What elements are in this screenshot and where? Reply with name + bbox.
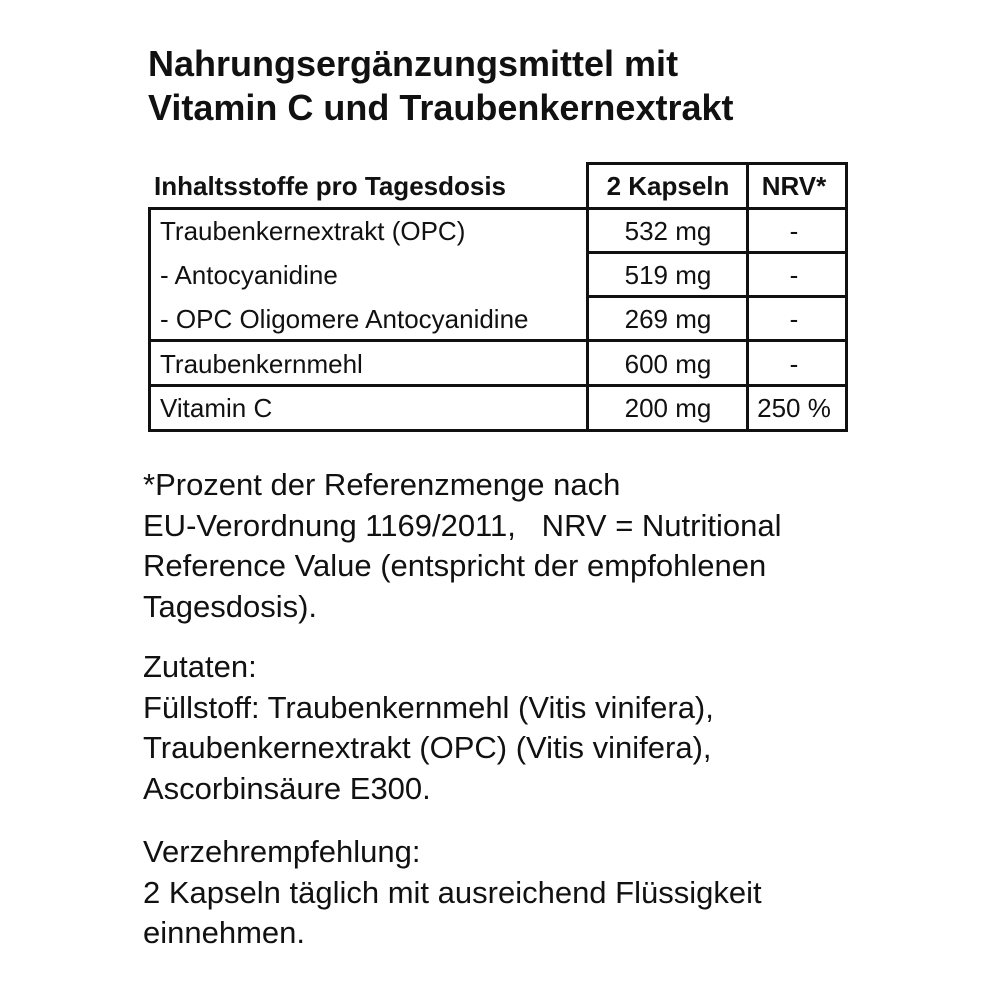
ingredients-section xyxy=(143,647,714,809)
row-name: Vitamin C xyxy=(160,393,273,423)
ingredients-heading: Zutaten: xyxy=(143,649,257,684)
recommendation-line: 2 Kapseln täglich mit ausreichend Flüssigkeit xyxy=(143,874,762,910)
header-nrv: NRV* xyxy=(761,171,827,201)
product-title xyxy=(148,42,734,130)
nutrition-table xyxy=(148,162,848,432)
title-line-2: Vitamin C und Traubenkernextrakt xyxy=(148,87,734,128)
title-line-1: Nahrungsergänzungsmittel mit xyxy=(148,43,679,84)
row-name: - Antocyanidine xyxy=(160,260,338,290)
ingredients-line: Traubenkernextrakt (OPC) (Vitis vinifera), xyxy=(143,730,712,765)
row-nrv: 250 % xyxy=(757,393,831,423)
table-left-border xyxy=(148,207,151,432)
footnote-line: Tagesdosis). xyxy=(143,588,318,624)
row-amount: 532 mg xyxy=(624,216,712,246)
header-amount: 2 Kapseln xyxy=(606,171,730,201)
row-amount: 519 mg xyxy=(624,260,712,290)
row-nrv: - xyxy=(789,304,799,334)
row-nrv: - xyxy=(789,349,799,379)
row-name: - OPC Oligomere Antocyanidine xyxy=(160,304,529,334)
row-amount: 600 mg xyxy=(624,349,712,379)
ingredients-line: Ascorbinsäure E300. xyxy=(143,770,431,806)
row-nrv: - xyxy=(789,260,799,290)
recommendation-heading: Verzehrempfehlung: xyxy=(143,834,421,869)
footnote-line: EU-Verordnung 1169/2011, NRV = Nutritional xyxy=(143,507,782,543)
header-ingredients: Inhaltsstoffe pro Tagesdosis xyxy=(154,171,507,201)
recommendation-line: einnehmen. xyxy=(143,915,306,950)
ingredients-line: Füllstoff: Traubenkernmehl (Vitis vinifera), xyxy=(143,689,714,725)
row-name: Traubenkernextrakt (OPC) xyxy=(160,216,466,246)
row-name: Traubenkernmehl xyxy=(160,349,363,379)
recommendation-section xyxy=(143,832,762,954)
footnote-line: *Prozent der Referenzmenge nach xyxy=(143,467,621,502)
nrv-footnote xyxy=(143,465,781,627)
footnote-line: Reference Value (entspricht der empfohlenen xyxy=(143,548,767,583)
row-nrv: - xyxy=(789,216,799,246)
row-amount: 200 mg xyxy=(624,393,712,423)
row-amount: 269 mg xyxy=(624,304,712,334)
